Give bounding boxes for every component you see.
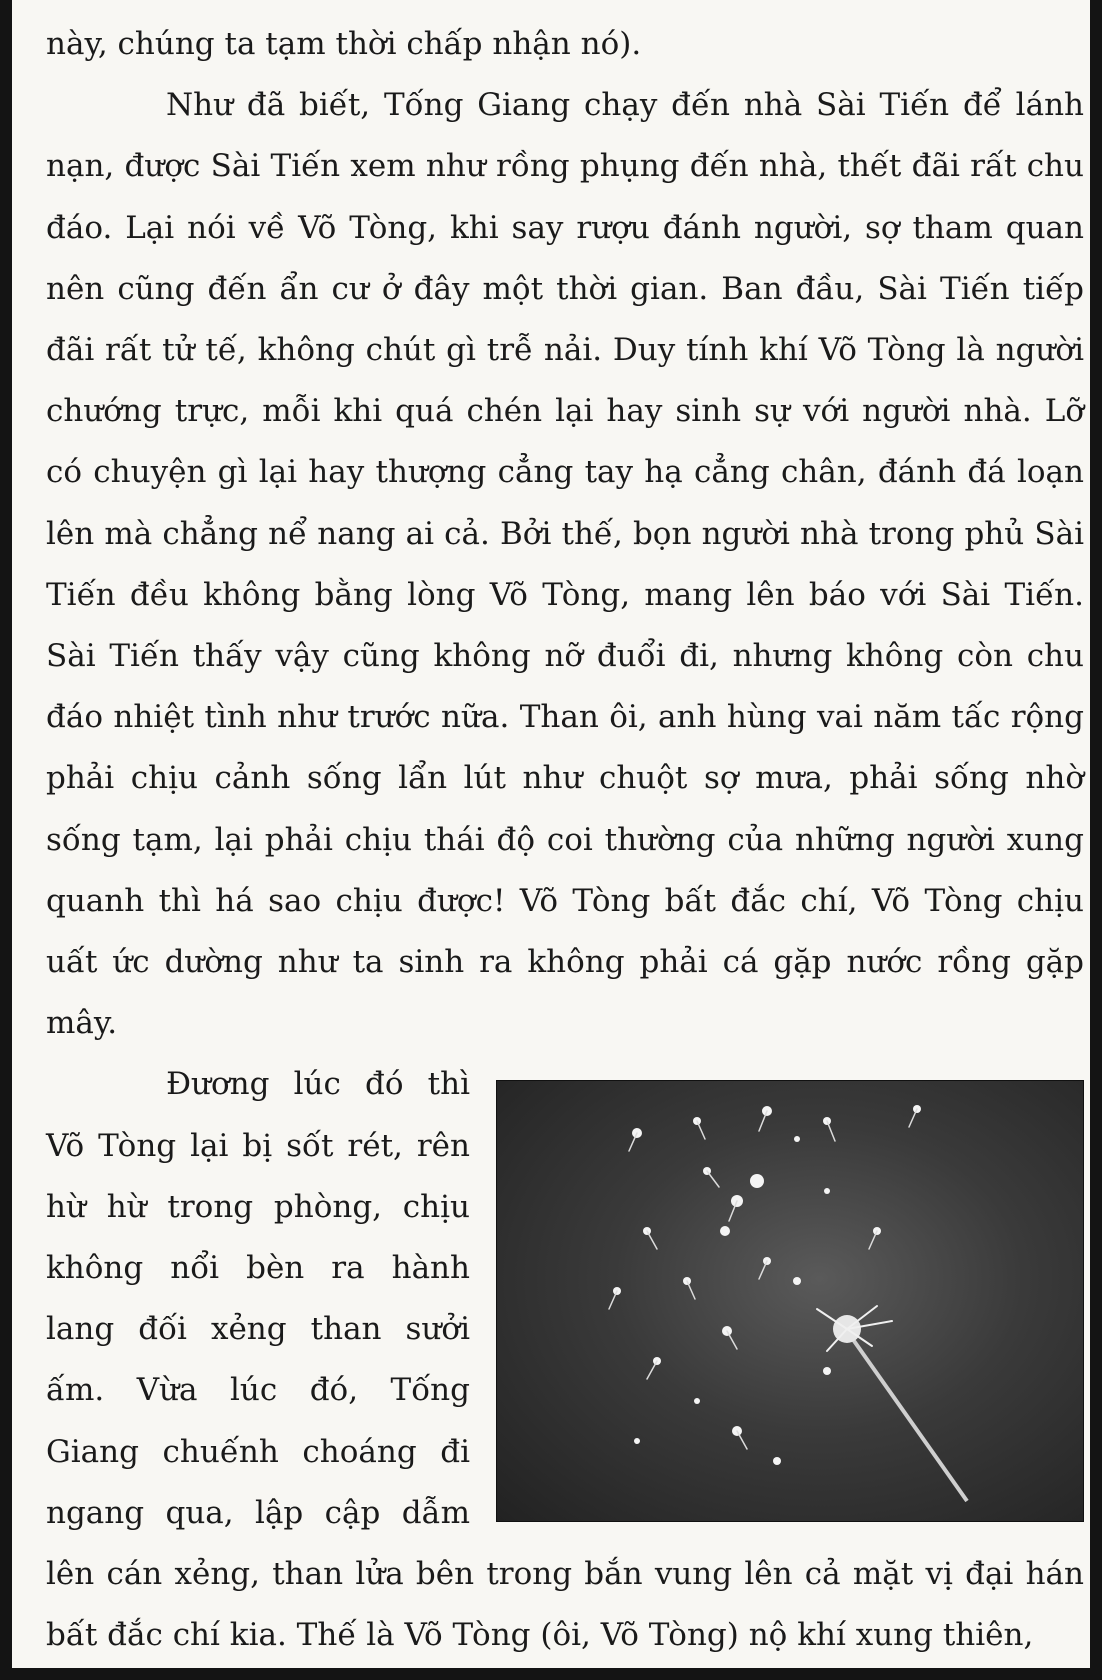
dandelion-seeds-photo bbox=[496, 1080, 1084, 1522]
text-block bbox=[46, 14, 1084, 1666]
dandelion-seeds-icon bbox=[497, 1081, 1083, 1521]
paragraph-2: Như đã biết, Tống Giang chạy đến nhà Sài Tiến để lánh nạn, được Sài Tiến xem như rồng phụng đến nhà, thết đãi rất chu đáo. Lại nói về Võ Tòng, khi say rượu đánh người, sợ tham quan nên cũng đến ẩn cư ở đây một thời gian. Ban đầu, Sài Tiến tiếp đãi rất tử tế, không chút gì trễ nải. Duy tính khí Võ Tòng là người chướng trực, mỗi khi quá chén lại hay sinh sự với người nhà. Lỡ có chuyện gì lại hay thượng cẳng tay hạ cẳng chân, đánh đá loạn lên mà chẳng nể nang ai cả. Bởi thế, bọn người nhà trong phủ Sài Tiến đều không bằng lòng Võ Tòng, mang lên báo với Sài Tiến. Sài Tiến thấy vậy cũng không nỡ đuổi đi, nhưng không còn chu đáo nhiệt tình như trước nữa. Than ôi, anh hùng vai năm tấc rộng phải chịu cảnh sống lẩn lút như chuột sợ mưa, phải sống nhờ sống tạm, lại phải chịu thái độ coi thường của những người xung quanh thì há sao chịu được! Võ Tòng bất đắc chí, Võ Tòng chịu uất ức dường như ta sinh ra không phải cá gặp nước rồng gặp mây. bbox=[46, 87, 1084, 1042]
paragraph-1: này, chúng ta tạm thời chấp nhận nó). bbox=[46, 26, 642, 62]
scan-border bbox=[0, 1668, 1102, 1680]
book-page bbox=[12, 0, 1090, 1668]
paragraph-3: Đương lúc đó thì Võ Tòng lại bị sốt rét, rên hừ hừ trong phòng, chịu không nổi bèn ra hành lang đối xẻng than sưởi ấm. Vừa lúc đó, Tống Giang chuếnh choáng đi ngang qua, lập cập dẫm lên cán xẻng, than lửa bên trong bắn vung lên cả mặt vị đại hán bất đắc chí kia. Thế là Võ Tòng (ôi, Võ Tòng) nộ khí xung thiên, bbox=[46, 1066, 1084, 1654]
